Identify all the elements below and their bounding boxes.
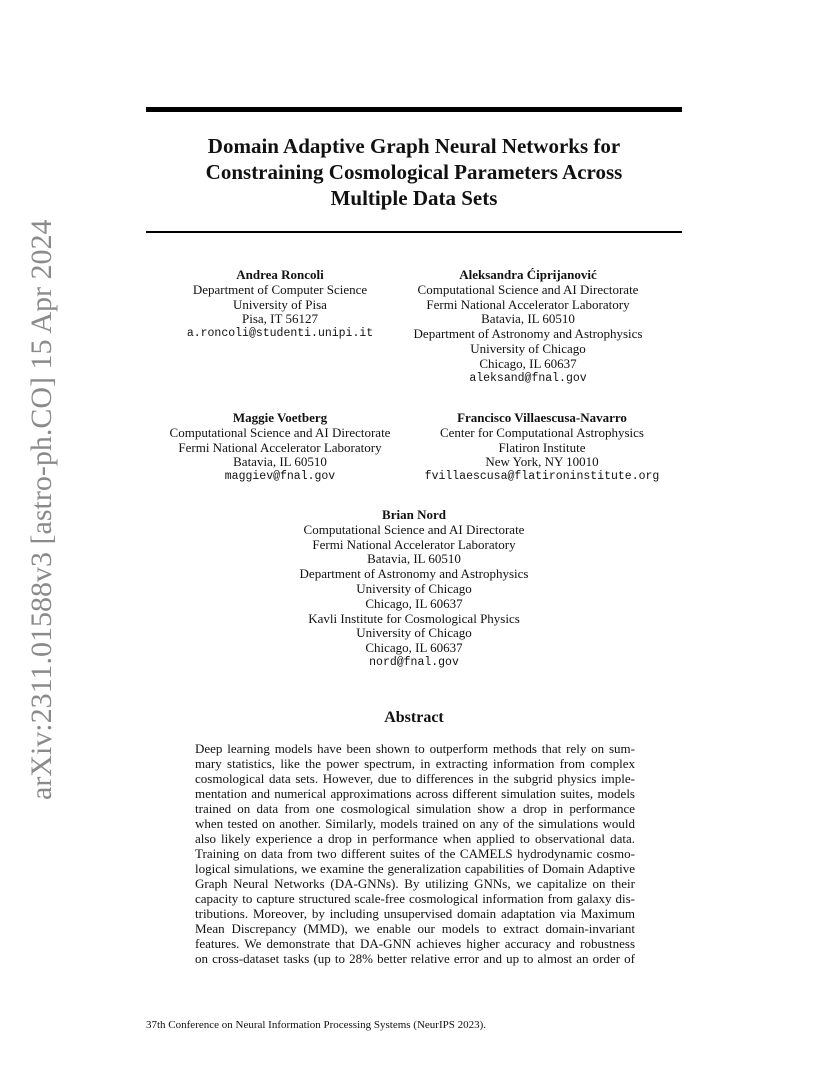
abstract-line: also likely experience a drop in performance when applied to observational data. [195,831,635,846]
affiliation-line: Computational Science and AI Directorate [169,424,391,440]
title-rule-top [146,107,682,112]
abstract-line: features. We demonstrate that DA-GNN achieves higher accuracy and robustness [195,936,635,951]
affiliation-line: Fermi National Accelerator Laboratory [312,536,516,552]
abstract-line: mary statistics, like the power spectrum, in extracting information from complex [195,756,635,771]
affiliation-line: Computational Science and AI Directorate [417,281,639,297]
author-name: Brian Nord [382,507,446,522]
author-name: Francisco Villaescusa-Navarro [457,410,627,425]
title-line: Multiple Data Sets [330,186,498,210]
affiliation-line: Chicago, IL 60637 [479,355,577,371]
author-block [404,411,680,485]
paper-title [146,133,682,211]
affiliation-line: Fermi National Accelerator Laboratory [178,439,382,455]
author-name: Aleksandra Ćiprijanović [459,267,597,282]
abstract-line: Mean Discrepancy (MMD), we enable our models to extract domain-invariant [195,921,635,936]
author-email: maggiev@fnal.gov [224,470,336,484]
affiliation-line: Computational Science and AI Directorate [303,521,525,537]
author-name: Andrea Roncoli [236,267,324,282]
affiliation-line: University of Chicago [356,625,472,641]
author-email: fvillaescusa@flatironinstitute.org [424,470,660,484]
affiliation-line: Batavia, IL 60510 [233,454,327,470]
affiliation-line: University of Chicago [470,340,586,356]
author-block [146,411,414,485]
affiliation-line: Department of Astronomy and Astrophysics [299,566,529,582]
author-block [146,268,414,342]
author-block [396,268,660,386]
abstract-line: Graph Neural Networks (DA-GNNs). By utilizing GNNs, we capitalize on their [195,876,635,891]
abstract-line: trained on data from one cosmological simulation show a drop in performance [195,801,635,816]
author-email: a.roncoli@studenti.unipi.it [186,327,374,341]
title-rule-bottom [146,231,682,233]
abstract-line: when tested on another. Similarly, models trained on any of the simulations would [195,816,635,831]
abstract-heading: Abstract [384,709,444,726]
affiliation-line: Department of Astronomy and Astrophysics [413,326,643,342]
abstract-line: tributions. Moreover, by including unsupervised domain adaptation via Maximum [195,906,635,921]
title-line: Constraining Cosmological Parameters Across [205,160,623,184]
affiliation-line: Pisa, IT 56127 [242,311,318,327]
abstract-line: Training on data from two different suites of the CAMELS hydrodynamic cosmo- [195,846,635,861]
abstract-line: logical simulations, we examine the generalization capabilities of Domain Adaptive [195,861,635,876]
arxiv-identifier: arXiv:2311.01588v3 [astro-ph.CO] 15 Apr 2024 [25,219,58,800]
affiliation-line: Kavli Institute for Cosmological Physics [308,610,520,626]
affiliation-line: New York, NY 10010 [485,454,599,470]
abstract-line: on cross-dataset tasks (up to 28% better relative error and up to almost an order of [195,951,635,966]
abstract-line: Deep learning models have been shown to outperform methods that rely on sum- [195,741,635,756]
affiliation-line: University of Chicago [356,580,472,596]
abstract-line: cosmological data sets. However, due to differences in the subgrid physics imple- [195,771,635,786]
affiliation-line: Chicago, IL 60637 [365,595,463,611]
affiliation-line: Department of Computer Science [192,281,368,297]
author-block [264,508,564,671]
author-email: nord@fnal.gov [369,655,459,669]
affiliation-line: University of Pisa [233,296,327,312]
affiliation-line: Flatiron Institute [498,439,586,455]
abstract-body [195,741,635,966]
author-name: Maggie Voetberg [232,410,328,425]
title-line: Domain Adaptive Graph Neural Networks for [207,134,621,158]
author-email: aleksand@fnal.gov [469,371,587,385]
conference-footnote: 37th Conference on Neural Information Processing Systems (NeurIPS 2023). [146,1019,487,1031]
affiliation-line: Batavia, IL 60510 [481,311,575,327]
affiliation-line: Chicago, IL 60637 [365,640,463,656]
affiliation-line: Batavia, IL 60510 [367,551,461,567]
affiliation-line: Center for Computational Astrophysics [439,424,644,440]
abstract-line: capacity to capture structured scale-free cosmological information from galaxy dis- [195,891,635,906]
abstract-line: mentation and numerical approximations across different simulation suites, models [195,786,635,801]
affiliation-line: Fermi National Accelerator Laboratory [426,296,630,312]
